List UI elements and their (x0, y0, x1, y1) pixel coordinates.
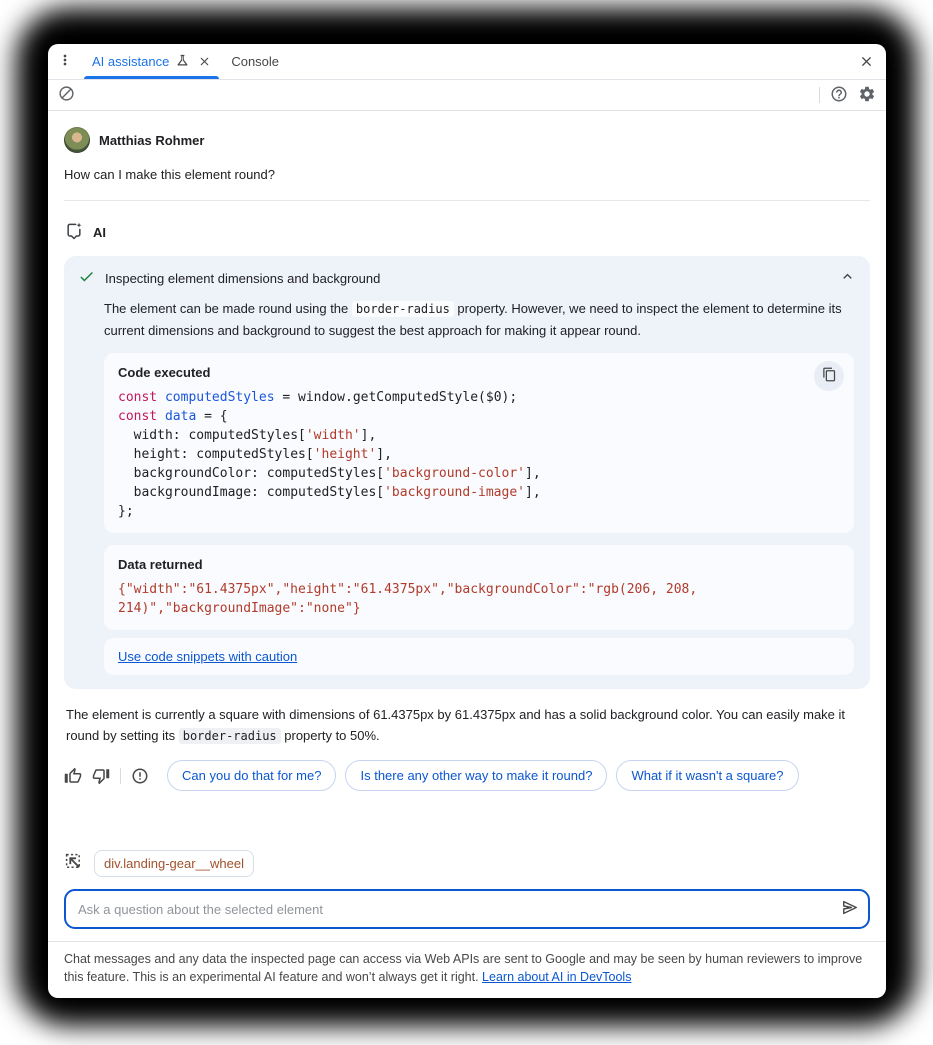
rating-divider (120, 768, 121, 784)
tab-ai-assistance[interactable] (82, 44, 221, 79)
message-divider (64, 200, 870, 201)
ai-step-container (64, 256, 870, 689)
user-avatar (64, 127, 90, 153)
suggestion-chip[interactable]: Can you do that for me? (167, 760, 336, 791)
ask-question-input[interactable] (64, 889, 870, 929)
code-executed-block (118, 388, 840, 521)
suggestion-chip[interactable]: What if it wasn't a square? (616, 760, 798, 791)
tab-label: AI assistance (92, 54, 170, 69)
ai-message-header (64, 221, 870, 244)
step-body (78, 298, 856, 675)
code-line: }; (118, 504, 134, 519)
suggestion-chip[interactable]: Is there any other way to make it round? (345, 760, 607, 791)
tab-console[interactable] (221, 44, 289, 79)
caution-link-row (104, 638, 854, 675)
help-icon (830, 85, 848, 106)
step-header[interactable] (78, 268, 856, 288)
user-message-header (64, 127, 870, 153)
gear-icon (858, 85, 876, 106)
close-devtools-button[interactable] (846, 44, 886, 79)
tab-bar (48, 44, 886, 80)
chevron-up-icon[interactable] (839, 268, 856, 288)
code-line: const data = { (118, 409, 228, 424)
composer (64, 850, 870, 929)
more-tabs-menu-button[interactable] (48, 44, 82, 79)
text-run: property to 50%. (280, 728, 380, 743)
code-line: width: computedStyles['width'], (118, 428, 377, 443)
block-icon (58, 85, 75, 105)
step-title: Inspecting element dimensions and background (105, 270, 381, 286)
step-intro-paragraph (104, 298, 854, 341)
copy-icon (822, 367, 837, 385)
answer-actions-row (64, 760, 870, 791)
settings-button[interactable] (858, 85, 876, 106)
devtools-ai-panel (48, 44, 886, 998)
send-icon (840, 898, 860, 921)
inline-code-chip: border-radius (352, 301, 454, 317)
data-returned-title: Data returned (118, 557, 203, 572)
thumbs-down-button[interactable] (92, 767, 110, 785)
disclaimer-text: Chat messages and any data the inspected page can access via Web APIs are sent to Google and may be seen by human reviewers to improve this feature. This is an experimental AI feature and won’t always get it right. (64, 952, 863, 984)
panel-toolbar (48, 80, 886, 111)
report-button[interactable] (131, 767, 149, 785)
toolbar-divider (819, 87, 820, 103)
rating-group (64, 767, 161, 785)
data-returned-value: {"width":"61.4375px","height":"61.4375px","backgroundColor":"rgb(206, 208, 214)","backgroundImage":"none"} (118, 582, 706, 616)
data-returned-card (104, 545, 854, 630)
code-line: backgroundColor: computedStyles['background-color'], (118, 466, 541, 481)
code-line: const computedStyles = window.getComputedStyle($0); (118, 390, 518, 405)
text-run: The element is currently a square with dimensions of 61.4375px by 61.4375px and has a solid background color. You can easily make it round by setting its (66, 707, 846, 743)
send-button[interactable] (840, 898, 860, 921)
code-line: backgroundImage: computedStyles['background-image'], (118, 485, 541, 500)
suggestion-chips-row (161, 760, 870, 791)
code-executed-card (104, 353, 854, 533)
inline-code-chip: border-radius (179, 728, 281, 744)
kebab-menu-icon (57, 52, 73, 71)
chat-area (48, 111, 886, 941)
selected-element-row (64, 850, 870, 877)
user-question-text: How can I make this element round? (64, 167, 275, 182)
user-name: Matthias Rohmer (99, 132, 205, 148)
disclaimer-footer (48, 941, 886, 998)
inspect-element-icon[interactable] (64, 852, 84, 875)
help-button[interactable] (830, 85, 848, 106)
learn-about-ai-link[interactable]: Learn about AI in DevTools (482, 970, 632, 984)
ai-spark-bubble-icon (64, 221, 84, 244)
clear-chat-button[interactable] (58, 85, 75, 105)
close-tab-button[interactable] (198, 55, 211, 68)
tab-label: Console (231, 54, 280, 69)
text-run: The element can be made round using the (104, 301, 352, 316)
ai-answer-paragraph (66, 704, 868, 747)
code-line: height: computedStyles['height'], (118, 447, 392, 462)
input-wrap (64, 889, 870, 929)
thumbs-up-button[interactable] (64, 767, 82, 785)
ai-label: AI (93, 225, 106, 240)
text-run: property. However, we need to inspect the element to determine its current dimensions and background to suggest the best approach for making it appear round. (104, 301, 842, 338)
experiment-flask-icon (175, 53, 190, 71)
code-caution-link[interactable]: Use code snippets with caution (118, 649, 298, 664)
code-executed-title: Code executed (118, 365, 211, 380)
check-icon (78, 268, 95, 288)
copy-code-button[interactable] (814, 361, 844, 391)
selected-element-chip[interactable]: div.landing-gear__wheel (94, 850, 254, 877)
